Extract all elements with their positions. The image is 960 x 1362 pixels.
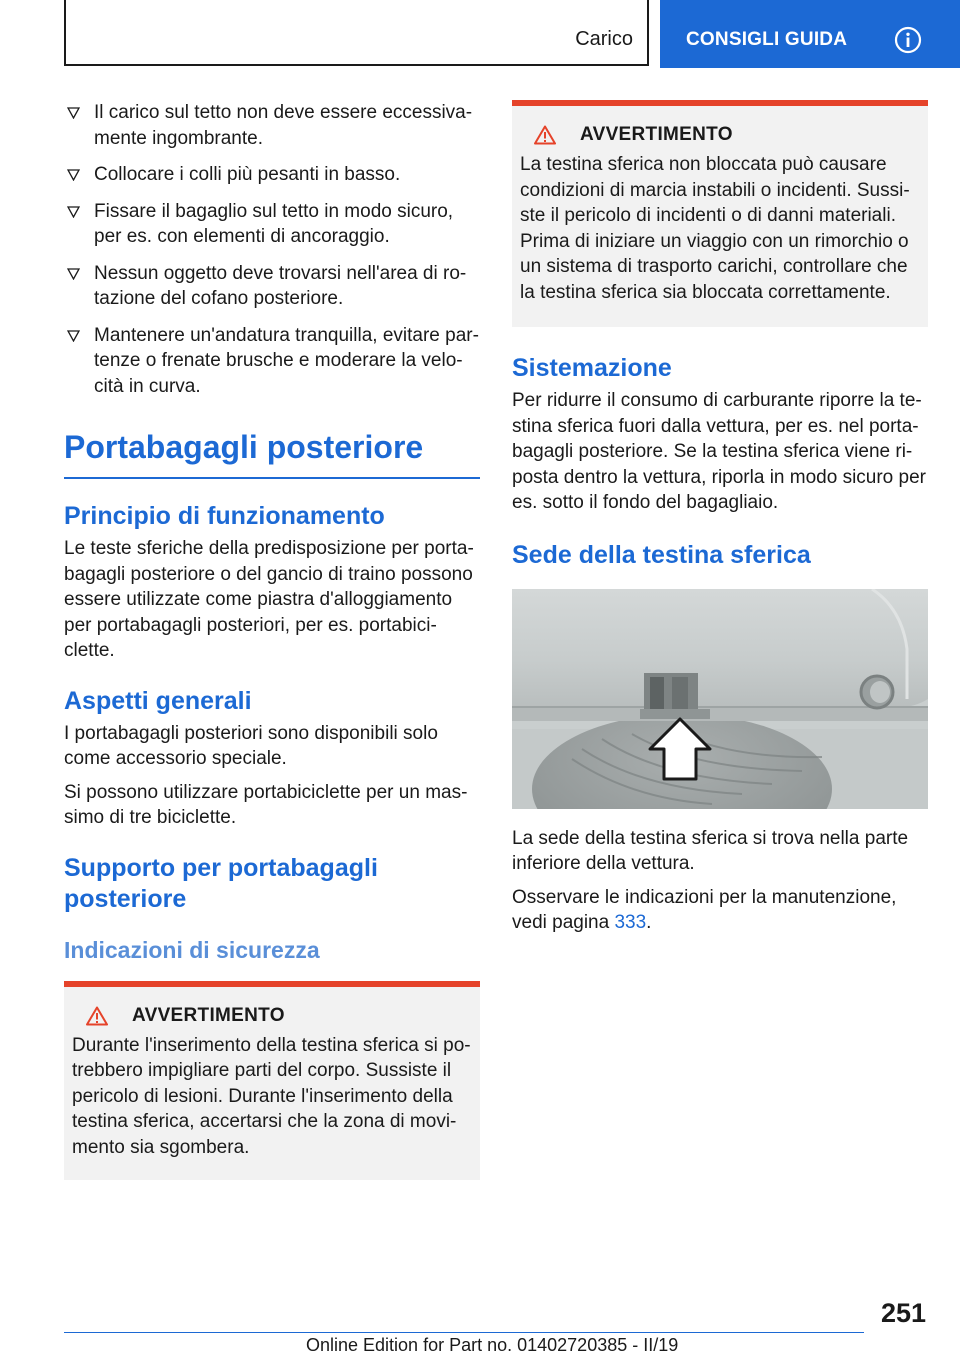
header-section-title: Carico <box>575 28 633 50</box>
header-frame <box>64 0 649 66</box>
subheading-sistemazione: Sistemazione <box>512 354 672 382</box>
footer-divider <box>64 1332 864 1333</box>
subheading-principio: Principio di funzionamento <box>64 502 385 530</box>
right-column <box>512 100 928 944</box>
subheading-supporto: Supporto per portabagagli posteriore <box>64 853 378 913</box>
triangle-bullet-icon <box>67 169 80 181</box>
tow-ball-mount-illustration <box>512 589 928 809</box>
aspetti-paragraph-2: Si possono utilizzare portabiciclette per un mas-simo di tre biciclette. <box>64 781 468 828</box>
page-link-333[interactable]: 333 <box>614 912 647 933</box>
page-number: 251 <box>880 1298 926 1328</box>
warning-box <box>512 100 928 327</box>
bullet-list <box>64 100 480 399</box>
warning-box <box>64 981 480 1181</box>
section-heading-portabagagli: Portabagagli posteriore <box>64 427 480 479</box>
warning-text: Durante l'inserimento della testina sferica si po-trebbero impigliare parti del corpo. Sussiste il pericolo di lesioni. Durante l'inserimento della testina sferica, accertarsi che la zona di movi-mento sia sgombera. <box>72 1034 471 1158</box>
triangle-bullet-icon <box>67 330 80 342</box>
subheading-aspetti: Aspetti generali <box>64 686 252 715</box>
warning-title: AVVERTIMENTO <box>132 1004 285 1026</box>
footer-edition: Online Edition for Part no. 01402720385 - II/19 <box>306 1335 679 1355</box>
triangle-bullet-icon <box>67 107 80 119</box>
subheading-sicurezza: Indicazioni di sicurezza <box>64 936 320 963</box>
aspetti-paragraph-1: I portabagagli posteriori sono disponibili solo come accessorio speciale. <box>64 722 438 769</box>
header-tab-label: CONSIGLI GUIDA <box>686 29 848 50</box>
sistemazione-paragraph: Per ridurre il consumo di carburante riporre la te-stina sferica fuori dalla vettura, per es. nel porta-bagagli posteriore. Se la testina sferica viene ri-posta dentro la vettura, riporla in modo sicuro per es. sotto il fondo del bagagliaio. <box>512 390 926 513</box>
warning-title: AVVERTIMENTO <box>580 124 733 145</box>
list-item: Il carico sul tetto non deve essere eccessiva-mente ingombrante. <box>64 100 480 151</box>
warning-text: La testina sferica non bloccata può causare condizioni di marcia instabili o incidenti. Sussi-ste il pericolo di incidenti o di danni materiali. Prima di iniziare un viaggio con un rimorchio o un sistema di trasporto carichi, controllare che la testina sferica sia bloccata correttamente. <box>520 154 910 303</box>
info-circle-icon[interactable] <box>894 26 922 54</box>
list-item: Fissare il bagaglio sul tetto in modo sicuro, per es. con elementi di ancoraggio. <box>64 199 480 250</box>
caption-paragraph: La sede della testina sferica si trova nella parte inferiore della vettura. <box>512 827 909 874</box>
header-tab-consigli-guida[interactable] <box>660 0 960 68</box>
left-column <box>64 100 480 1180</box>
list-item: Mantenere un'andatura tranquilla, evitare par-tenze o frenate brusche e moderare la velo-cità in curva. <box>64 323 480 400</box>
warning-triangle-icon <box>86 1006 108 1026</box>
osservare-paragraph: Osservare le indicazioni per la manutenzione, vedi pagina 333. <box>512 886 897 933</box>
warning-triangle-icon <box>534 125 556 145</box>
list-item: Nessun oggetto deve trovarsi nell'area di ro-tazione del cofano posteriore. <box>64 261 480 312</box>
list-item: Collocare i colli più pesanti in basso. <box>64 162 480 188</box>
triangle-bullet-icon <box>67 206 80 218</box>
triangle-bullet-icon <box>67 268 80 280</box>
principio-paragraph: Le teste sferiche della predisposizione per porta-bagagli posteriore o del gancio di traino possono essere utilizzate come piastra d'alloggiamento per portabagagli posteriori, per es. portabici-clette. <box>64 538 474 661</box>
warning-header <box>520 124 920 146</box>
subheading-sede: Sede della testina sferica <box>512 540 811 569</box>
warning-header <box>72 1005 472 1027</box>
